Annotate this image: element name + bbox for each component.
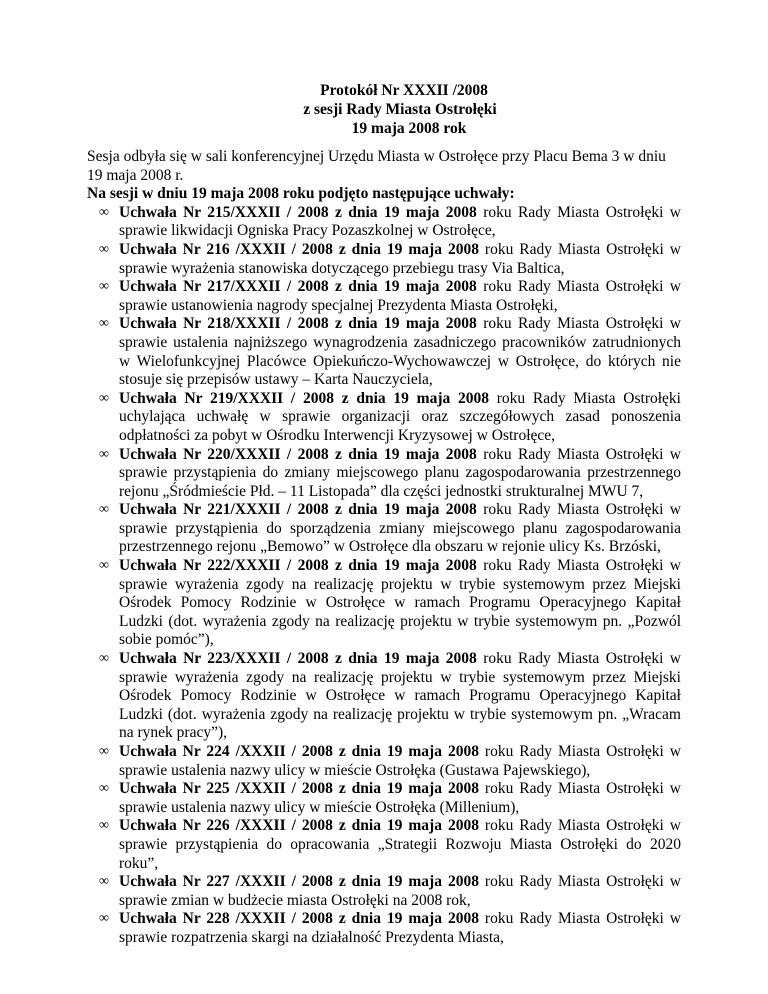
resolution-description: roku Rady Miasta Ostrołęki w sprawie wyrażenia zgody na realizację projektu w trybie systemowym przez Miejski Ośrodek Pomocy Rodzinie w Ostrołęce w ramach Programu Operacyjnego Kapitał Ludzki (dot. wyrażenia zgody na realizację projektu w trybie systemowym pn. „Wracam na rynek pracy”), <box>119 650 681 742</box>
intro-paragraph: Sesja odbyła się w sali konferencyjnej Urzędu Miasta w Ostrołęce przy Placu Bema 3 w dniu 19 maja 2008 r. <box>87 148 666 184</box>
resolution-description: roku Rady Miasta Ostrołęki w sprawie wyrażenia zgody na realizację projektu w trybie systemowym przez Miejski Ośrodek Pomocy Rodzinie w Ostrołęce w ramach Programu Operacyjnego Kapitał Ludzki (dot. wyrażenia zgody na realizację projektu w trybie systemowym pn. „Pozwól sobie pomóc”), <box>119 557 681 649</box>
resolution-item <box>87 910 681 947</box>
resolution-title: Uchwała Nr 225 /XXXII / 2008 z dnia 19 maja 2008 <box>119 780 479 798</box>
infinity-bullet-icon: ∞ <box>99 558 109 574</box>
resolution-description: roku Rady Miasta Ostrołęki w sprawie przystąpienia do zmiany miejscowego planu zagospodarowania przestrzennego rejonu „Śródmieście Płd. – 11 Listopada” dla części jednostki strukturalnej MWU 7, <box>119 445 681 500</box>
resolution-description: roku Rady Miasta Ostrołęki w sprawie ustalenia nazwy ulicy w mieście Ostrołęka (Gustawa Pajewskiego), <box>119 743 681 779</box>
session-title: z sesji Rady Miasta Ostrołęki <box>303 101 497 118</box>
infinity-bullet-icon: ∞ <box>99 818 109 834</box>
resolution-title: Uchwała Nr 222/XXXII / 2008 z dnia 19 maja 2008 <box>119 557 477 575</box>
resolution-item <box>87 650 681 743</box>
infinity-bullet-icon: ∞ <box>99 651 109 667</box>
resolution-item <box>87 743 681 780</box>
infinity-bullet-icon: ∞ <box>99 781 109 797</box>
resolution-item <box>87 241 681 278</box>
resolution-title: Uchwała Nr 219/XXXII / 2008 z dnia 19 maja 2008 <box>119 389 489 407</box>
infinity-bullet-icon: ∞ <box>99 390 109 406</box>
resolution-description: roku Rady Miasta Ostrołęki w sprawie ustalenia nazwy ulicy w mieście Ostrołęka (Millenium), <box>119 780 681 816</box>
resolution-item <box>87 390 681 446</box>
document-body <box>87 148 681 948</box>
resolution-item <box>87 780 681 817</box>
resolutions-lead: Na sesji w dniu 19 maja 2008 roku podjęto następujące uchwały: <box>87 185 515 203</box>
resolution-item <box>87 315 681 389</box>
resolution-item <box>87 204 681 241</box>
document-header <box>0 81 768 138</box>
infinity-bullet-icon: ∞ <box>99 316 109 332</box>
resolution-item <box>87 873 681 910</box>
resolution-description: roku Rady Miasta Ostrołęki w sprawie ustalenia najniższego wynagrodzenia zasadniczego pracowników zatrudnionych w Wielofunkcyjnej Placówce Opiekuńczo-Wychowawczej w Ostrołęce, do których nie stosuje się przepisów ustawy – Karta Nauczyciela, <box>119 315 681 389</box>
resolution-title: Uchwała Nr 216 /XXXII / 2008 z dnia 19 maja 2008 <box>119 240 479 258</box>
resolution-title: Uchwała Nr 223/XXXII / 2008 z dnia 19 maja 2008 <box>119 650 477 668</box>
resolution-title: Uchwała Nr 220/XXXII / 2008 z dnia 19 maja 2008 <box>119 445 477 463</box>
infinity-bullet-icon: ∞ <box>99 911 109 927</box>
infinity-bullet-icon: ∞ <box>99 241 109 257</box>
resolution-item <box>87 278 681 315</box>
resolution-title: Uchwała Nr 217/XXXII / 2008 z dnia 19 maja 2008 <box>119 278 477 296</box>
resolution-title: Uchwała Nr 228 /XXXII / 2008 z dnia 19 maja 2008 <box>119 910 479 928</box>
resolution-description: roku Rady Miasta Ostrołęki w sprawie rozpatrzenia skargi na działalność Prezydenta Miasta, <box>119 910 681 946</box>
infinity-bullet-icon: ∞ <box>99 744 109 759</box>
resolution-title: Uchwała Nr 227 /XXXII / 2008 z dnia 19 maja 2008 <box>119 873 479 891</box>
resolution-title: Uchwała Nr 221/XXXII / 2008 z dnia 19 maja 2008 <box>119 501 477 519</box>
resolution-item <box>87 501 681 557</box>
resolution-description: roku Rady Miasta Ostrołęki w sprawie przystąpienia do sporządzenia zmiany miejscowego planu zagospodarowania przestrzennego rejonu „Bemowo” w Ostrołęce dla obszaru w rejonie ulicy Ks. Brzóski, <box>119 501 681 556</box>
resolution-description: roku Rady Miasta Ostrołęki w sprawie zmian w budżecie miasta Ostrołęki na 2008 rok, <box>119 873 681 909</box>
resolution-description: roku Rady Miasta Ostrołęki uchylająca uchwałę w sprawie organizacji oraz szczegółowych zasad ponoszenia odpłatności za pobyt w Ośrodku Interwencji Kryzysowej w Ostrołęce, <box>119 389 681 444</box>
resolution-description: roku Rady Miasta Ostrołęki w sprawie przystąpienia do opracowania „Strategii Rozwoju Miasta Ostrołęki do 2020 roku”, <box>119 817 681 872</box>
resolution-title: Uchwała Nr 215/XXXII / 2008 z dnia 19 maja 2008 <box>119 203 477 221</box>
protocol-number: Protokół Nr XXXII /2008 <box>320 82 488 99</box>
resolution-title: Uchwała Nr 224 /XXXII / 2008 z dnia 19 maja 2008 <box>119 743 479 760</box>
infinity-bullet-icon: ∞ <box>99 874 109 890</box>
infinity-bullet-icon: ∞ <box>99 446 109 462</box>
infinity-bullet-icon: ∞ <box>99 502 109 518</box>
resolutions-list <box>87 204 681 948</box>
infinity-bullet-icon: ∞ <box>99 279 109 295</box>
resolution-item <box>87 557 681 650</box>
session-date: 19 maja 2008 rok <box>351 120 467 137</box>
resolution-item <box>87 817 681 873</box>
resolution-description: roku Rady Miasta Ostrołęki w sprawie wyrażenia stanowiska dotyczącego przebiegu trasy Via Baltica, <box>119 240 681 277</box>
resolution-title: Uchwała Nr 218/XXXII / 2008 z dnia 19 maja 2008 <box>119 315 477 333</box>
resolution-description: roku Rady Miasta Ostrołęki w sprawie ustanowienia nagrody specjalnej Prezydenta Miasta Ostrołęki, <box>119 278 681 314</box>
infinity-bullet-icon: ∞ <box>99 204 109 220</box>
resolution-item <box>87 446 681 502</box>
resolution-title: Uchwała Nr 226 /XXXII / 2008 z dnia 19 maja 2008 <box>119 817 479 835</box>
resolution-description: roku Rady Miasta Ostrołęki w sprawie likwidacji Ogniska Pracy Pozaszkolnej w Ostrołęce, <box>119 203 681 240</box>
